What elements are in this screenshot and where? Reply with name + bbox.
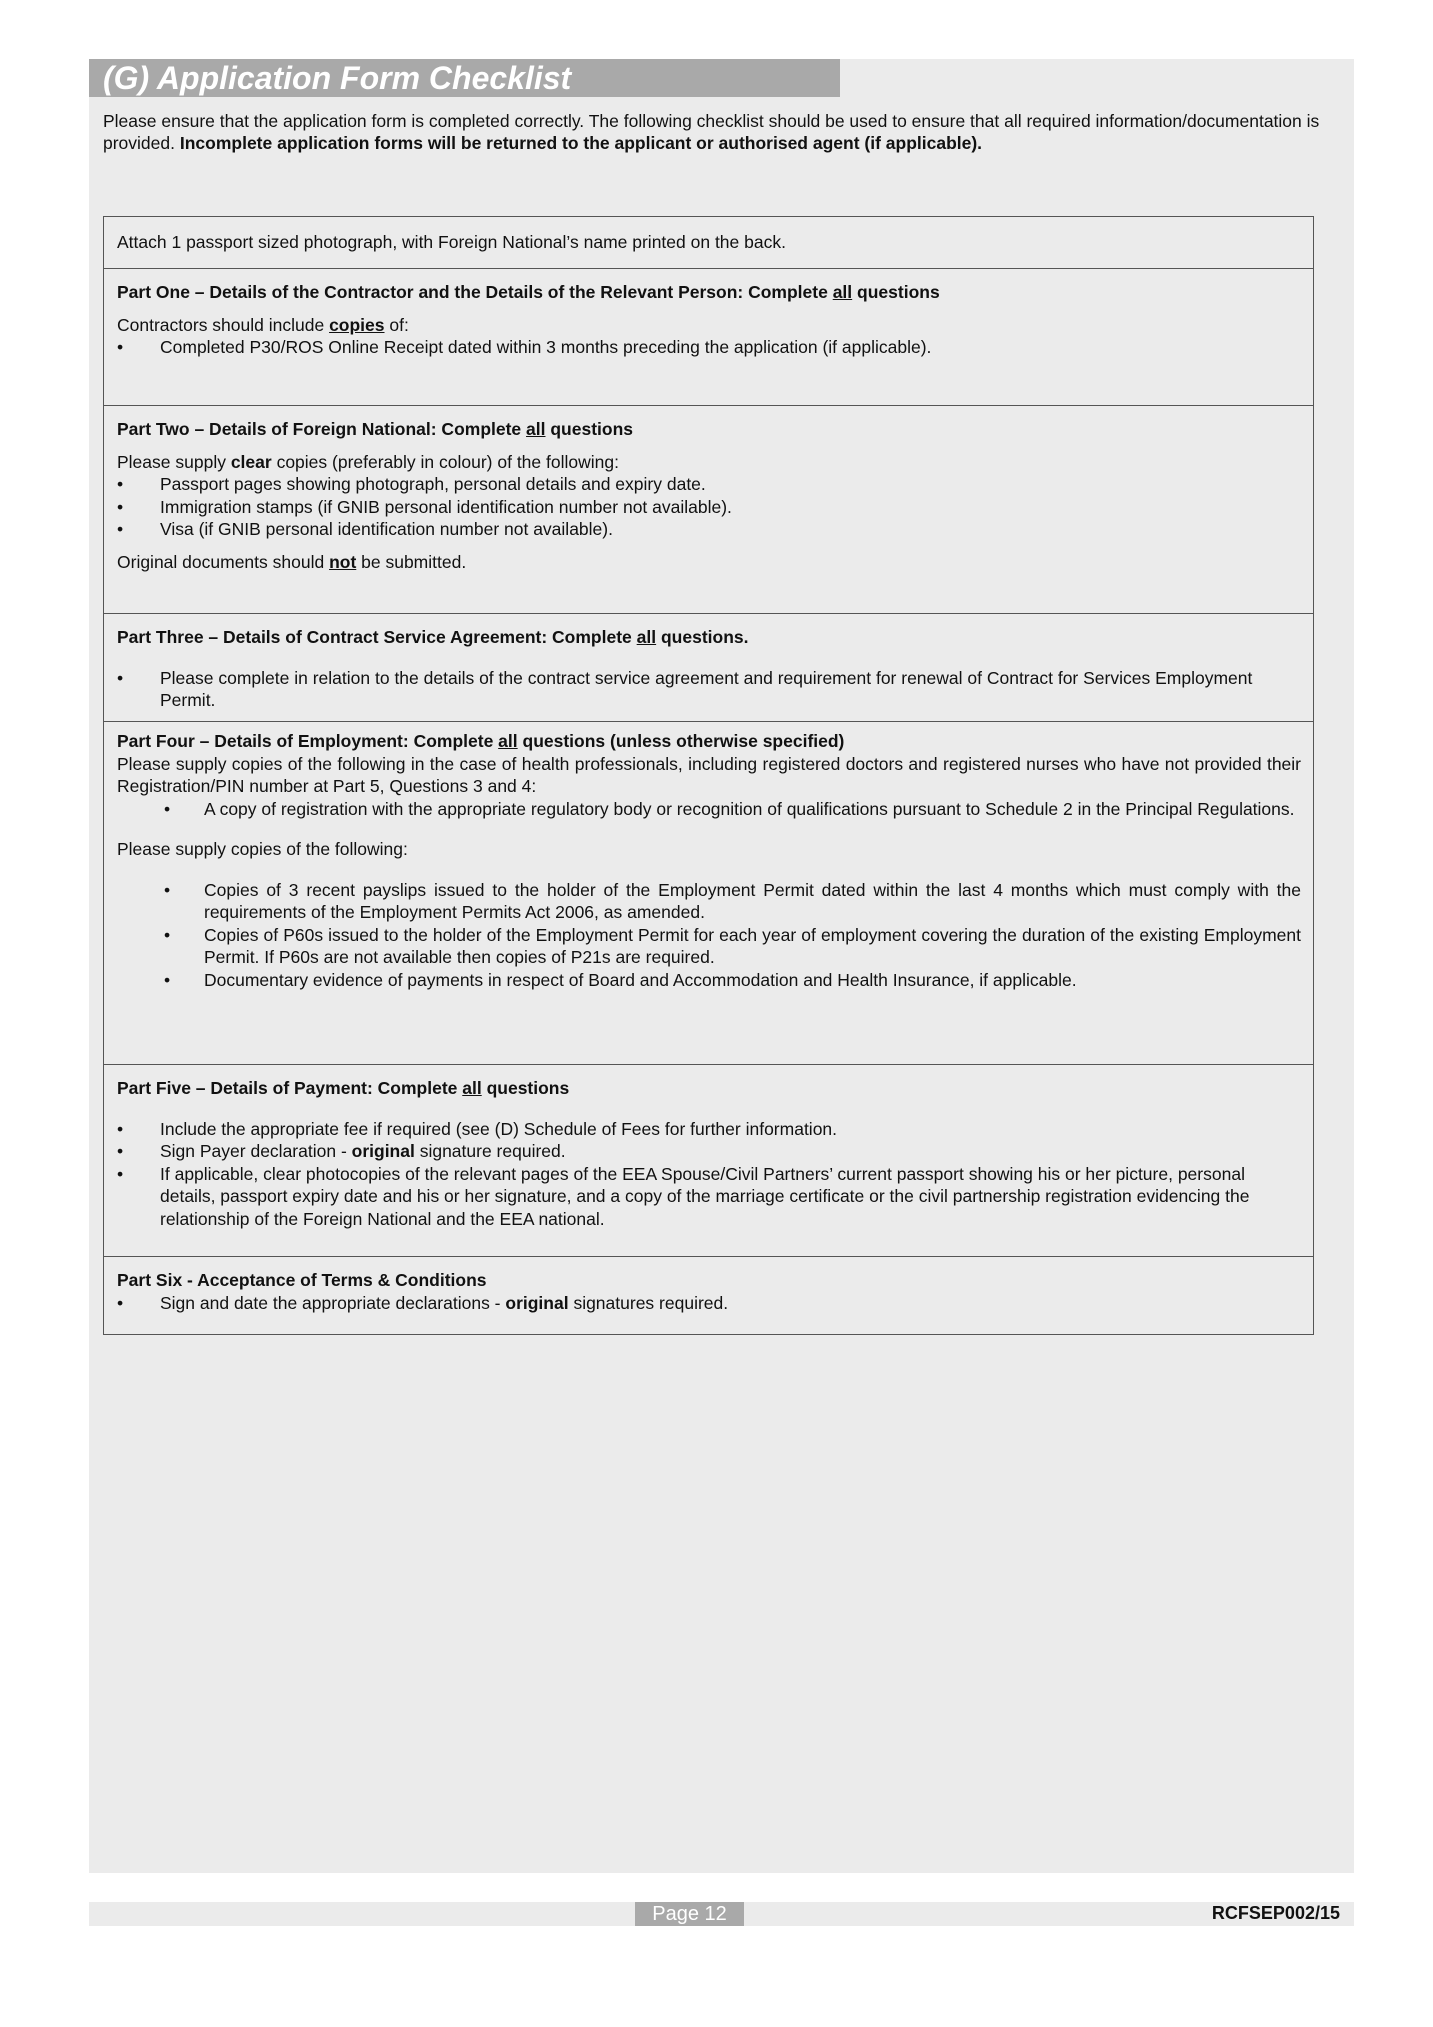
part-one-heading: Part One – Details of the Contractor and the Details of the Relevant Person: Complete all questions xyxy=(117,282,940,302)
part-three-list xyxy=(117,667,1301,712)
part-three-heading: Part Three – Details of Contract Service Agreement: Complete all questions. xyxy=(117,627,749,647)
list-item: • Copies of 3 recent payslips issued to the holder of the Employment Permit dated within the last 4 months which must comply with the requirements of the Employment Permits Act 2006, as amended. xyxy=(117,879,1301,924)
list-item: • Include the appropriate fee if required (see (D) Schedule of Fees for further information. xyxy=(117,1118,1301,1141)
section-title-bar xyxy=(89,59,840,97)
list-item: • Sign and date the appropriate declarations - original signatures required. xyxy=(117,1292,1301,1315)
part-two-intro: Please supply clear copies (preferably in colour) of the following: xyxy=(117,451,619,472)
part-four-list-b xyxy=(117,879,1301,992)
list-item: • Documentary evidence of payments in respect of Board and Accommodation and Health Insurance, if applicable. xyxy=(117,969,1301,992)
part-four-list-a xyxy=(117,798,1301,821)
part-six-list xyxy=(117,1292,1301,1315)
checklist-row-part-two xyxy=(104,405,1313,613)
checklist-row-part-three xyxy=(104,613,1313,721)
list-item: • Please complete in relation to the details of the contract service agreement and requirement for renewal of Contract for Services Employment Permit. xyxy=(117,667,1301,712)
part-two-note: Original documents should not be submitted. xyxy=(117,551,467,572)
checklist-row-photo xyxy=(104,217,1313,268)
intro-text: Please ensure that the application form is completed correctly. The following checklist should be used to ensure that all required information/documentation is provided. xyxy=(103,111,1320,153)
page-title: (G) Application Form Checklist xyxy=(103,60,572,96)
photo-instruction: Attach 1 passport sized photograph, with Foreign National’s name printed on the back. xyxy=(117,232,786,252)
list-item: • If applicable, clear photocopies of the relevant pages of the EEA Spouse/Civil Partners’ current passport showing his or her picture, personal details, passport expiry date and his or her signature, and a copy of the marriage certificate or the civil partnership registration evidencing the relationship of the Foreign National and the EEA national. xyxy=(117,1163,1301,1231)
part-one-intro: Contractors should include copies of: xyxy=(117,314,409,335)
checklist-row-part-four xyxy=(104,721,1313,1064)
part-one-list xyxy=(117,336,1301,359)
list-item: • Passport pages showing photograph, personal details and expiry date. xyxy=(117,473,1301,496)
list-item: • A copy of registration with the appropriate regulatory body or recognition of qualifications pursuant to Schedule 2 in the Principal Regulations. xyxy=(117,798,1301,821)
list-item: • Copies of P60s issued to the holder of the Employment Permit for each year of employment covering the duration of the existing Employment Permit. If P60s are not available then copies of P21s are required. xyxy=(117,924,1301,969)
part-four-intro: Please supply copies of the following in the case of health professionals, including registered doctors and registered nurses who have not provided their Registration/PIN number at Part 5, Questions 3 and 4: xyxy=(117,753,1301,796)
checklist-row-part-six xyxy=(104,1256,1313,1334)
part-two-list xyxy=(117,473,1301,541)
intro-warning: Incomplete application forms will be returned to the applicant or authorised agent (if applicable). xyxy=(179,133,983,153)
checklist-table xyxy=(103,216,1314,1335)
part-two-heading: Part Two – Details of Foreign National: Complete all questions xyxy=(117,419,634,439)
intro-paragraph xyxy=(103,110,1348,154)
checklist-row-part-five xyxy=(104,1064,1313,1256)
part-six-heading: Part Six - Acceptance of Terms & Conditions xyxy=(117,1270,487,1290)
part-five-list xyxy=(117,1118,1301,1231)
part-five-heading: Part Five – Details of Payment: Complete all questions xyxy=(117,1078,570,1098)
checklist-row-part-one xyxy=(104,268,1313,405)
document-code: RCFSEP002/15 xyxy=(1211,1903,1340,1923)
part-four-heading: Part Four – Details of Employment: Complete all questions (unless otherwise specified) xyxy=(117,731,845,751)
list-item: • Visa (if GNIB personal identification number not available). xyxy=(117,518,1301,541)
list-item: • Completed P30/ROS Online Receipt dated within 3 months preceding the application (if applicable). xyxy=(117,336,1301,359)
list-item: • Sign Payer declaration - original signature required. xyxy=(117,1140,1301,1163)
page-number: Page 12 xyxy=(635,1902,744,1926)
list-item: • Immigration stamps (if GNIB personal identification number not available). xyxy=(117,496,1301,519)
part-four-intro-b: Please supply copies of the following: xyxy=(117,839,408,859)
